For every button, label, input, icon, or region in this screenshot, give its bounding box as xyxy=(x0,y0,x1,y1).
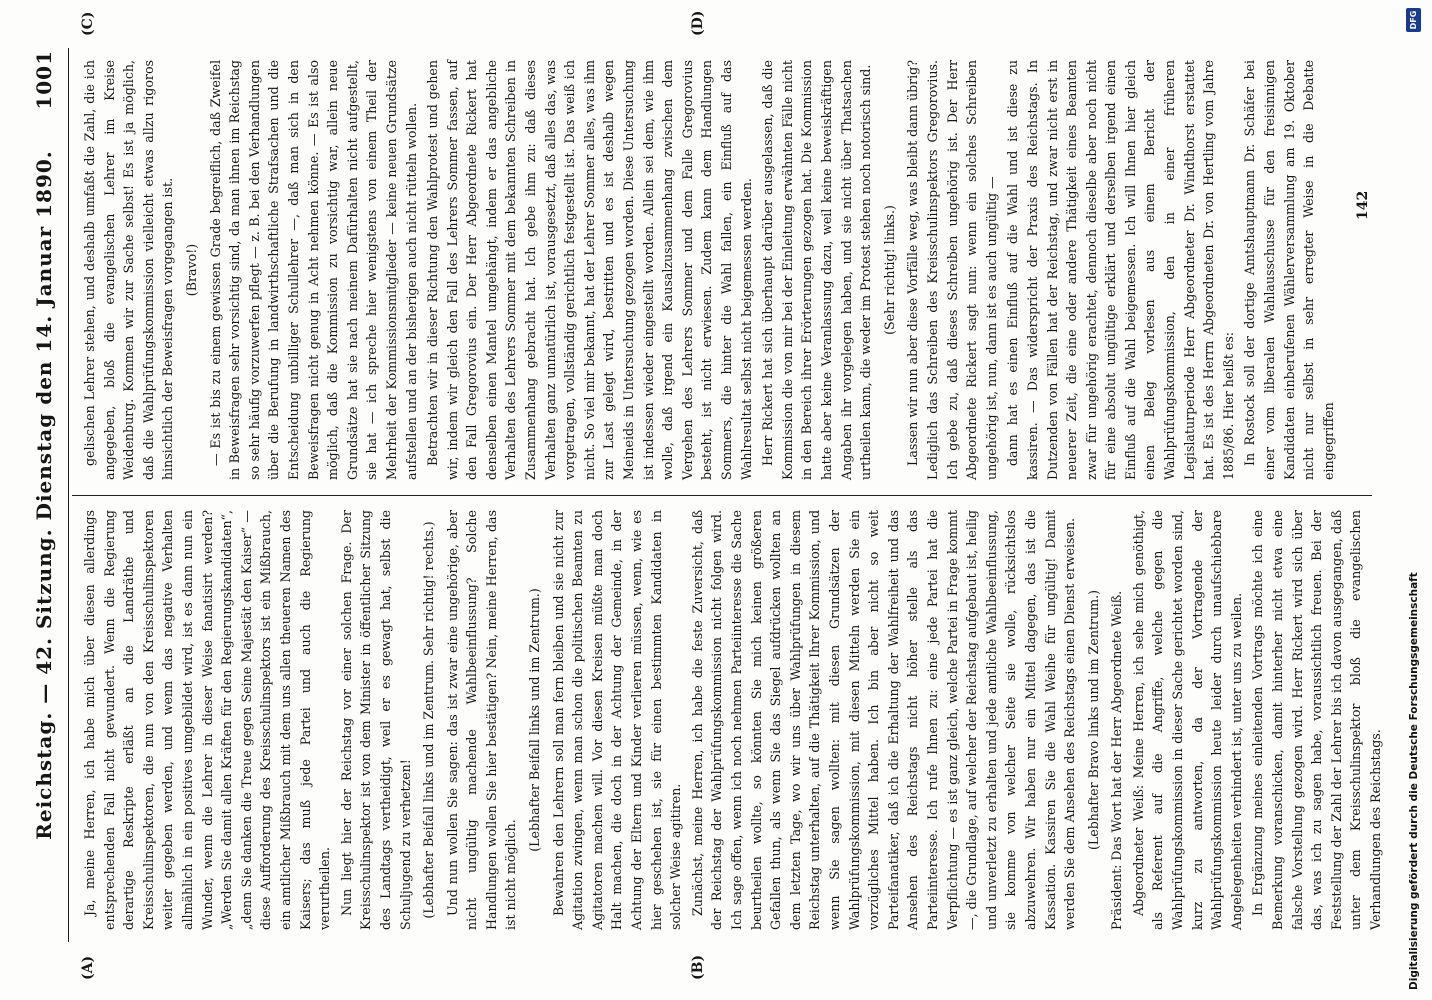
paragraph: Bewahren den Lehrern soll man fern bleiben und sie nicht zur Agitation zwingen, wenn man schon die politischen Beamten zu Agitatoren machen will. Vor diesen Kreisen müßte man doch Halt machen, die doch in der Achtung der Gemeinde, in der Achtung der Eltern und Kinder verlieren müssen, wenn, wie es hier geschehen ist, sie für einen bestimmten Kandidaten in solcher Weise agitiren. xyxy=(550,510,684,930)
paragraph: In Rostock soll der dortige Amtshauptmann Dr. Schäfer bei einer vom liberalen Wahlausschusse für den freisinnigen Kandidaten einberufenen Wählerversammlung am 19. Oktober nicht nur selbst in sehr erregter Weise in die Debatte eingegriffen xyxy=(1242,60,1336,480)
margin-marker-a: (A) xyxy=(80,955,96,980)
paragraph: Abgeordneter Weiß: Meine Herren, ich sehe mich genöthigt, als Referent auf die Angriffe, welche gegen die Wahlprüfungskommission in dieser Sache gerichtet worden sind, kurz zu antworten, da der Vortragende der Wahlprüfungskommission heute leider durch unaufschiebbare Angelegenheiten verhindert ist, unter uns zu weilen. xyxy=(1130,510,1244,930)
margin-marker-d: (D) xyxy=(690,10,706,36)
paragraph: dann hat es einen Einfluß auf die Wahl und ist diese zu kassiren. — Das widerspricht der Praxis des Reichstags. In Dutzenden von Fällen hat der Reichstag, und zwar nicht erst in neuerer Zeit, die eine oder andere Thätigkeit eines Beamten zwar für ungehörig erachtet, dennoch dieselbe aber noch nicht für eine absolut ungültige erklärt und derselben irgend einen Einfluß auf die Wahl beigemessen. Ich will Ihnen hier gleich einen Beleg vorlesen aus einem Bericht der Wahlprüfungskommission, den in einer früheren Legislaturperiode Herr Abgeordneter Dr. Windthorst erstattet hat. Es ist des Herrn Abgeordneten Dr. von Hertling vom Jahre 1885/86. Hier heißt es: xyxy=(1005,60,1236,480)
right-text-column xyxy=(80,60,1340,480)
paragraph: Und nun wollen Sie sagen: das ist zwar eine ungehörige, aber nicht ungültig machende Wahlbeeinflussung? Solche Handlungen wollen Sie hier bestätigen? Nein, meine Herren, das ist nicht möglich. xyxy=(444,510,519,930)
paragraph: Lassen wir nun aber diese Vorfälle weg, was bleibt dann übrig? Lediglich das Schreiben des Kreisschulinspektors Gregorovius. Ich gebe zu, daß dieses Schreiben ungehörig ist. Der Herr Abgeordnete Rickert sagt nun: wenn ein solches Schreiben ungehörig ist, nun, dann ist es auch ungültig — xyxy=(905,60,999,480)
running-title: Reichstag. — 42. Sitzung. Dienstag den 14. Januar 1890. xyxy=(32,150,56,840)
left-text-column xyxy=(80,510,1388,930)
paragraph: Präsident: Das Wort hat der Herr Abgeordnete Weiß. xyxy=(1109,590,1125,930)
paragraph: (Lebhafter Beifall links und im Zentrum.) xyxy=(527,588,543,852)
column-divider xyxy=(72,495,1372,496)
paragraph: In Ergänzung meines einleitenden Vortrags möchte ich eine Bemerkung voranschicken, damit hinterher nicht etwa eine falsche Vorstellung gezogen wird. Herr Rickert wird sich über das, was ich zu sagen habe, voraussichtlich freuen. Bei der Feststellung der Zahl der Lehrer bis ich davon ausgegangen, daß unter dem Kreisschulinspektor bloß die evangelischen Verhandlungen des Reichstags. xyxy=(1250,510,1383,930)
paragraph: (Sehr richtig! links.) xyxy=(881,205,897,335)
paragraph: — Es ist bis zu einem gewissen Grade begreiflich, daß Zweifel in Beweisfragen sehr vorsichtig sind, da man ihnen im Reichstag so sehr häufig vorzuwerfen pflegt — z. B. bei den Verhandlungen über die Berufung in landwirthschaftliche Strafsachen und die Entscheidung unbilliger Schullehrer —, daß man sich in den Beweisfragen nicht genug in Acht nehmen könne. — Es ist also möglich, daß die Kommission zu vorsichtig war, allein neue Grundsätze hat sie nach meinem Dafürhalten nicht aufgestellt, sie hat — ich spreche hier wenigstens von einem Theil der Mehrheit der Kommissionsmitglieder — keine neuen Grundsätze aufstellen und an der bisherigen auch nicht rütteln wollen. xyxy=(207,60,419,480)
margin-marker-b: (B) xyxy=(690,954,706,980)
paragraph: Zunächst, meine Herren, ich habe die feste Zuversicht, daß der Reichstag der Wahlprüfungskommission nicht folgen wird. Ich sage offen, wenn ich noch nehmen Parteiinteresse die Sache beurtheilen wollte, so könnten Sie mich keinen größeren Gefallen thun, als wenn Sie das Siegel aufdrücken wollten an dem letzten Tage, wo wir uns über Wahlprüfungen in diesem Reichstag unterhalten, auf die Thätigkeit Ihrer Kommission, und wenn Sie sagen wollten: mit diesen Grundsätzen der Wahlprüfungskommission, mit diesen Mitteln werden Sie ein vorzügliches Mittel haben. Ich bin aber nicht so weit Parteifanatiker, daß ich die Erhaltung der Wahlfreiheit und das Ansehen des Reichstags nicht höher stelle als das Parteiinteresse. Ich rufe Ihnen zu: eine jede Partei hat die Verpflichtung — es ist ganz gleich, welche Partei in Frage kommt —, die Grundlage, auf welcher der Reichstag aufgebaut ist, heilig und unverletzt zu erhalten und jede amtliche Wahlbeeinflussung, sie komme von welcher Seite sie wolle, rücksichtslos abzuwehren. Wir haben nur ein Mittel dagegen, das ist die Kassation. Kassiren Sie die Wahl Weihe für ungültig! Damit werden Sie dem Ansehen des Reichstags einen Dienst erweisen. xyxy=(689,510,1078,930)
margin-marker-c: (C) xyxy=(80,11,96,36)
credit-text: Digitalisierung gefördert durch die Deutsche Forschungsgemeinschaft xyxy=(1408,572,1420,990)
paragraph: Nun liegt hier der Reichstag vor einer solchen Frage. Der Kreisschulinspektor ist von dem Minister in öffentlicher Sitzung des Landtags vertheidigt, weil er es gewagt hat, selbst die Schuljugend zu verhetzen! xyxy=(338,510,413,930)
paragraph: Ja, meine Herren, ich habe mich über diesen allerdings entsprechenden Fall nicht gewundert. Wenn die Regierung derartige Reskripte erläßt an die Landräthe und Kreisschulinspektoren, die nun von den Kreisschulinspektoren weiter gegeben werden, und wenn das negative Verhalten allmählich in ein positives umgebildet wird, ist es dann nun ein Wunder, wenn die Lehrer in dieser Weise fanatisirt werden? „Werden Sie damit allen Kräften für den Regierungskandidaten“, „denn Sie danken die Treue gegen Seine Majestät den Kaiser“ — diese Aufforderung des Kreisschulinspektors ist ein Mißbrauch, ein amtlicher Mißbrauch mit dem uns allen theueren Namen des Kaisers; das muß jede Partei und auch die Regierung verurtheilen. xyxy=(82,510,333,930)
dfg-logo: DFG xyxy=(1406,8,1421,32)
paragraph: Herr Rickert hat sich überhaupt darüber ausgelassen, daß die Kommission die von mir bei der Einleitung erwähnten Fälle nicht in den Bereich ihrer Erörterungen gezogen hat. Die Kommission hatte aber keine Veranlassung dazu, weil keine beweiskräftigen Angaben ihr vorgelegen haben, und sie nicht über Thatsachen urtheilen kann, die weder im Protest stehen noch notorisch sind. xyxy=(760,60,874,480)
paragraph: (Lebhafter Bravo links und im Zentrum.) xyxy=(1085,590,1101,850)
page-header xyxy=(28,50,64,940)
page-number: 1001 xyxy=(32,50,56,110)
paragraph: Betrachten wir in dieser Richtung den Wahlprotest und gehen wir, indem wir gleich den Fall des Lehrers Sommer fassen, auf den Fall Gregorovius ein. Der Herr Abgeordnete Rickert hat denselben einen Mantel umgehängt, indem er das angebliche Verhalten des Lehrers Sommer mit dem bekannten Schreiben in Zusammenhang gebracht hat. Ich gebe ihm zu: daß dieses Verhalten ganz unnatürlich ist, vorausgesetzt, daß alles das, was vorgetragen, vollständig gerichtlich festgestellt ist. Das weiß ich nicht. So viel mir bekannt, hat der Lehrer Sommer alles, was ihm zur Last gelegt wird, bestritten und es ist deshalb wegen Meineids in Untersuchung gezogen worden. Diese Untersuchung ist indessen wieder eingestellt worden. Allein sei dem, wie ihm wolle, daß irgend ein Kausalzusammenhang zwischen dem Vergehen des Lehrers Sommer und dem Falle Gregorovius besteht, ist nicht erwiesen. Zudem kann dem Handlungen Sommers, die hinter die Wahl fallen, ein Einfluß auf das Wahlresultat selbst nicht beigemessen werden. xyxy=(425,60,754,480)
signature-number: 142 xyxy=(1355,190,1371,220)
paragraph: (Lebhafter Beifall links und im Zentrum. Sehr richtig! rechts.) xyxy=(421,521,437,919)
paragraph: (Bravo!) xyxy=(183,243,199,297)
paragraph: gelischen Lehrer stehen, und deshalb umfaßt die Zahl, die ich angegeben, bloß die evangelischen Lehrer im Kreise Weidenburg. Kommen wir zur Sache selbst! Es ist ja möglich, daß die Wahlprüfungskommission vielleicht etwas allzu rigoros hinsichtlich der Beweisfragen vorgegangen ist. xyxy=(82,60,176,480)
header-rule xyxy=(68,48,69,942)
digitization-credit xyxy=(1400,0,1430,1000)
